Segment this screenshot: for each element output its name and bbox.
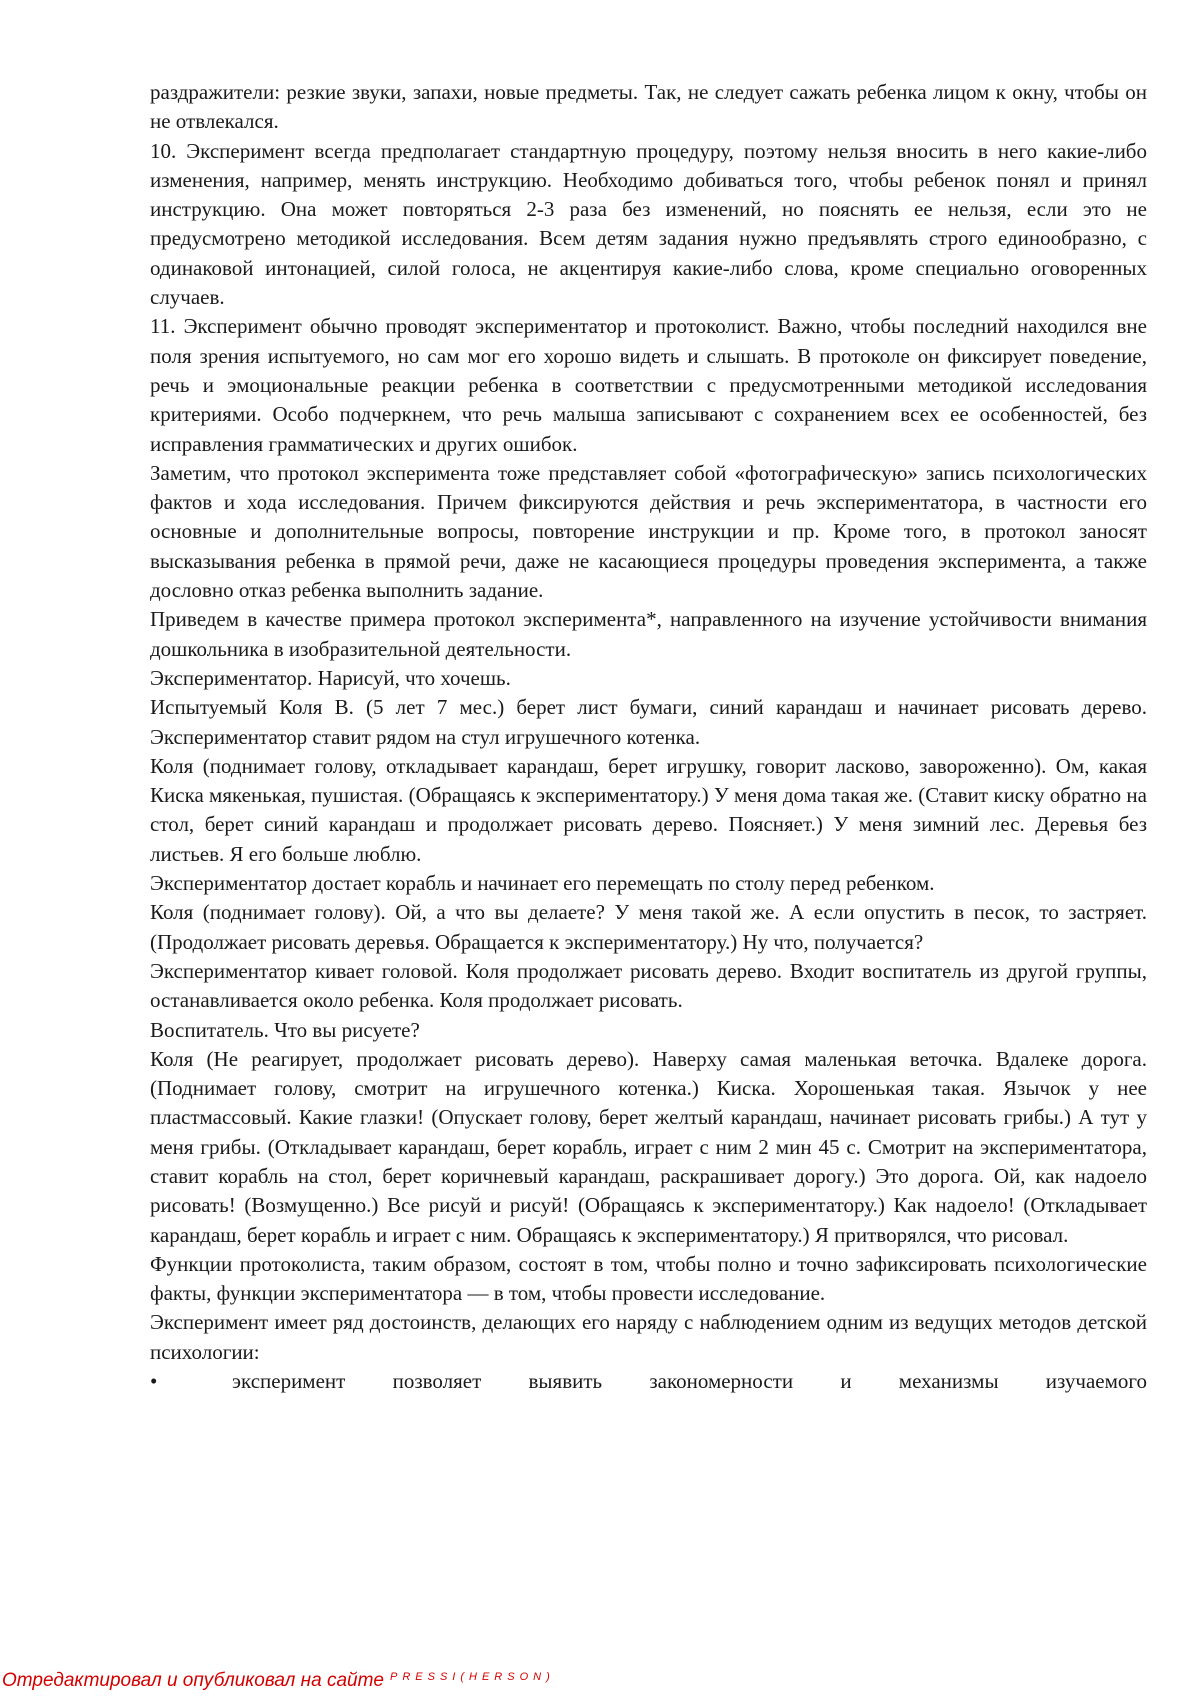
paragraph-5: Приведем в качестве примера протокол эксперимента*, направленного на изучение устойчивости внимания дошкольника в изобразительной деятельности. xyxy=(150,607,1147,661)
bullet-item xyxy=(150,1367,1147,1396)
document-page xyxy=(150,78,1147,1396)
bullet-text: эксперимент позволяет выявить закономерности и механизмы изучаемого xyxy=(232,1369,1147,1394)
paragraph-4: Заметим, что протокол эксперимента тоже представляет собой «фотографическую» запись психологических фактов и хода исследования. Причем фиксируются действия и речь экспериментатора, в частности его основные и дополнительные вопросы, повторение инструкции и пр. Кроме того, в протокол заносят высказывания ребенка в прямой речи, даже не касающиеся процедуры проведения эксперимента, а также дословно отказ ребенка выполнить задание. xyxy=(150,460,1147,603)
paragraph-9: Экспериментатор достает корабль и начинает его перемещать по столу перед ребенком. xyxy=(150,871,935,896)
footer-credit xyxy=(2,1670,555,1692)
paragraph-8: Коля (поднимает голову, откладывает карандаш, берет игрушку, говорит ласково, завороженно). Ом, какая Киска мякенькая, пушистая. (Обращаясь к экспериментатору.) У меня дома такая же. (Ставит киску обратно на стол, берет синий карандаш и продолжает рисовать дерево. Поясняет.) У меня зимний лес. Деревья без листьев. Я его больше люблю. xyxy=(150,753,1147,866)
paragraph-15: Эксперимент имеет ряд достоинств, делающих его наряду с наблюдением одним из ведущих методов детской психологии: xyxy=(150,1310,1147,1364)
paragraph-10: Коля (поднимает голову). Ой, а что вы делаете? У меня такой же. А если опустить в песок, то застряет. (Продолжает рисовать деревья. Обращается к экспериментатору.) Ну что, получается? xyxy=(150,900,1147,954)
paragraph-11: Экспериментатор кивает головой. Коля продолжает рисовать дерево. Входит воспитатель из другой группы, останавливается около ребенка. Коля продолжает рисовать. xyxy=(150,958,1147,1013)
footer-text: Отредактировал и опубликовал на сайте xyxy=(2,1670,384,1691)
paragraph-13: Коля (Не реагирует, продолжает рисовать дерево). Наверху самая маленькая веточка. Вдалеке дорога. (Поднимает голову, смотрит на игрушечного котенка.) Киска. Хорошенькая такая. Язычок у нее пластмассовый. Какие глазки! (Опускает голову, берет желтый карандаш, начинает рисовать грибы.) А тут у меня грибы. (Откладывает карандаш, берет корабль, играет с ним 2 мин 45 с. Смотрит на экспериментатора, ставит корабль на стол, берет коричневый карандаш, раскрашивает дорогу.) Это дорога. Ой, как надоело рисовать! (Возмущенно.) Все рисуй и рисуй! (Обращаясь к экспериментатору.) Как надоело! (Откладывает карандаш, берет корабль и играет с ним. Обращаясь к экспериментатору.) Я притворялся, что рисовал. xyxy=(150,1046,1147,1247)
paragraph-3: 11. Эксперимент обычно проводят экспериментатор и протоколист. Важно, чтобы последний находился вне поля зрения испытуемого, но сам мог его хорошо видеть и слышать. В протоколе он фиксирует поведение, речь и эмоциональные реакции ребенка в соответствии с предусмотренными методикой исследования критериями. Особо подчеркнем, что речь малыша записывают с сохранением всех ее особенностей, без исправления грамматических и других ошибок. xyxy=(150,314,1147,456)
paragraph-14: Функции протоколиста, таким образом, состоят в том, чтобы полно и точно зафиксировать психологические факты, функции экспериментатора — в том, чтобы провести исследование. xyxy=(150,1251,1147,1306)
bullet-marker: • xyxy=(150,1369,158,1394)
paragraph-1: раздражители: резкие звуки, запахи, новые предметы. Так, не следует сажать ребенка лицом к окну, чтобы он не отвлекался. xyxy=(150,80,1147,134)
paragraph-6: Экспериментатор. Нарисуй, что хочешь. xyxy=(150,665,511,690)
paragraph-7: Испытуемый Коля В. (5 лет 7 мес.) берет лист бумаги, синий карандаш и начинает рисовать дерево. Экспериментатор ставит рядом на стул игрушечного котенка. xyxy=(150,695,1147,749)
paragraph-12: Воспитатель. Что вы рисуете? xyxy=(150,1017,420,1042)
footer-site-link[interactable]: PRESSI(HERSON) xyxy=(390,1671,555,1683)
paragraph-2: 10. Эксперимент всегда предполагает стандартную процедуру, поэтому нельзя вносить в него какие-либо изменения, например, менять инструкцию. Необходимо добиваться того, чтобы ребенок понял и принял инструкцию. Она может повторяться 2-3 раза без изменений, но пояснять ее нельзя, если это не предусмотрено методикой исследования. Всем детям задания нужно предъявлять строго единообразно, с одинаковой интонацией, силой голоса, не акцентируя какие-либо слова, кроме специально оговоренных случаев. xyxy=(150,138,1147,310)
